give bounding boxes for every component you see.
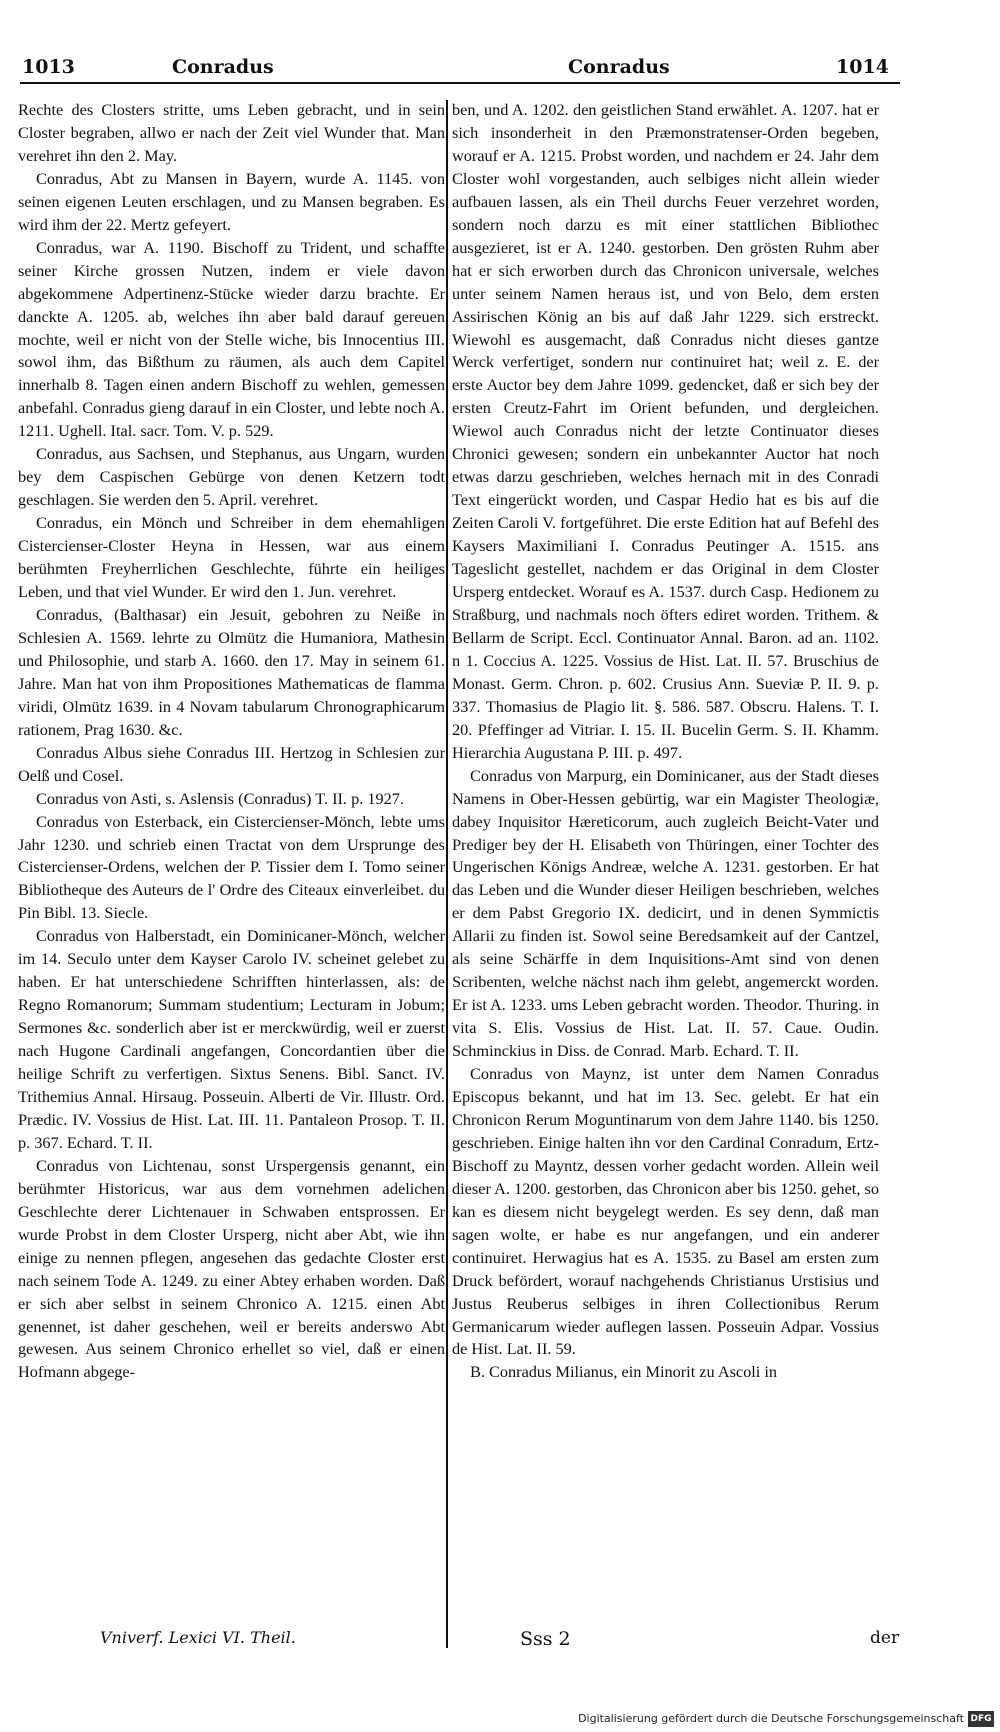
running-title-left: Conradus xyxy=(172,56,274,78)
column-divider xyxy=(446,100,448,1648)
right-column xyxy=(452,99,879,1656)
entry-paragraph: Rechte des Closters stritte, ums Leben gebracht, und in sein Closter begraben, allwo er nach der Zeit viel Wunder that. Man verehret ihn den 2. May. xyxy=(18,100,445,165)
running-title-right: Conradus xyxy=(568,56,670,78)
entry-paragraph: Conradus, war A. 1190. Bischoff zu Trident, und schaffte seiner Kirche grossen Nutzen, indem er viele davon abgekommene Adpertinenz-Stücke wieder darzu brachte. Er danckte A. 1205. ab, welches ihn aber bald darauf gereuen mochte, weil er nicht von der Stelle wiche, bis Innocentius III. sowol ihm, das Bißthum zu räumen, als auch dem Capitel innerhalb 8. Tagen einen andern Bischoff zu wehlen, gemessen anbefahl. Conradus gieng darauf in ein Closter, und lebte noch A. 1211. Ughell. Ital. sacr. Tom. V. p. 529. xyxy=(18,237,445,441)
digitization-footer xyxy=(0,1708,1000,1732)
signature-line: Vniverf. Lexici VI. Theil. xyxy=(100,1628,296,1647)
entry-paragraph: Conradus, (Balthasar) ein Jesuit, gebohren zu Neiße in Schlesien A. 1569. lehrte zu Olmütz die Humaniora, Mathesin und Philosophie, und starb A. 1660. den 17. May in seinem 61. Jahre. Man hat von ihm Propositiones Mathematicas de flamma viridi, Olmütz 1639. in 4 Novam tabularum Chronographicarum rationem, Prag 1630. &c. xyxy=(18,604,445,739)
entry-paragraph: Conradus von Lichtenau, sonst Urspergensis genannt, ein berühmter Historicus, war aus dem vornehmen adelichen Geschlechte derer Lichtenauer in Schwaben entsprossen. Er wurde Probst in dem Closter Ursperg, nicht aber Abt, wie ihn einige zu nennen pflegen, angesehen das gedachte Closter erst nach seinem Tode A. 1249. zu einer Abtey erhaben worden. Daß er sich aber selbst in seinem Chronico A. 1215. einen Abt genennet, ist daher geschehen, weil er bereits anderswo Abt gewesen. Aus seinem Chronico erhellet so viel, daß er einen Hofmann abgege- xyxy=(18,1155,445,1382)
catchword: der xyxy=(870,1628,900,1648)
page-number-left: 1013 xyxy=(22,56,75,78)
entry-paragraph: Conradus Albus siehe Conradus III. Hertzog in Schlesien zur Oelß und Cosel. xyxy=(18,742,445,785)
entry-paragraph: Conradus von Maynz, ist unter dem Namen Conradus Episcopus bekannt, und hat im 13. Sec. gelebt. Er hat ein Chronicon Rerum Moguntinarum von dem Jahre 1140. bis 1250. geschrieben. Einige halten ihn vor den Cardinal Conradum, Ertz-Bischoff zu Mayntz, dessen vorher gedacht worden. Allein weil dieser A. 1200. gestorben, das Chronicon aber bis 1250. gehet, so kan es diesem nicht beygelegt werden. Es sey denn, daß man sagen wolte, er habe es nur angefangen, und ein anderer continuiret. Herwagius hat es A. 1535. zu Basel am ersten zum Druck befördert, worauf nachgehends Christianus Urstisius und Justus Reuberus selbiges in ihren Collectionibus Rerum Germanicarum wieder auflegen lassen. Posseuin Adpar. Vossius de Hist. Lat. II. 59. xyxy=(452,1064,879,1359)
page-number-right: 1014 xyxy=(836,56,889,78)
entry-paragraph: Conradus, aus Sachsen, und Stephanus, aus Ungarn, wurden bey dem Caspischen Gebürge von denen Ketzern todt geschlagen. Sie werden den 5. April. verehret. xyxy=(18,444,445,510)
digitization-credit: Digitalisierung gefördert durch die Deutsche Forschungsgemeinschaft xyxy=(578,1712,964,1725)
left-column xyxy=(18,99,445,1656)
entry-paragraph: Conradus von Esterback, ein Cistercienser-Mönch, lebte ums Jahr 1230. und schrieb einen Tractat von dem Ursprunge des Cistercienser-Ordens, welchen der P. Tissier dem I. Tomo seiner Bibliotheque des Auteurs de l' Ordre des Citeaux einverleibet. du Pin Bibl. 13. Siecle. xyxy=(18,811,445,923)
entry-paragraph: Conradus von Halberstadt, ein Dominicaner-Mönch, welcher im 14. Seculo unter dem Kayser Carolo IV. scheinet gelebet zu haben. Er hat unterschiedene Schrifften hinterlassen, als: de Regno Romanorum; Summam studentium; Lecturam in Jobum; Sermones &c. sonderlich aber ist er merckwürdig, weil er zuerst nach Hugone Cardinali angefangen, Concordantien über die heilige Schrift zu verfertigen. Sixtus Senens. Bibl. Sanct. IV. Trithemius Annal. Hirsaug. Posseuin. Alberti de Vir. Illustr. Ord. Prædic. IV. Vossius de Hist. Lat. III. 11. Pantaleon Prosop. T. II. p. 367. Echard. T. II. xyxy=(18,926,445,1152)
entry-paragraph: Conradus, Abt zu Mansen in Bayern, wurde A. 1145. von seinen eigenen Leuten erschlagen, und zu Mansen begraben. Es wird ihm der 22. Mertz gefeyert. xyxy=(18,168,445,234)
entry-paragraph: Conradus, ein Mönch und Schreiber in dem ehemahligen Cistercienser-Closter Heyna in Hessen, war aus einem berühmten Freyherrlichen Geschlechte, führte ein heiliges Leben, und that viel Wunder. Er wird den 1. Jun. verehret. xyxy=(18,513,445,602)
header-rule xyxy=(20,82,900,84)
dfg-logo: DFG xyxy=(968,1711,994,1727)
entry-paragraph: Conradus von Asti, s. Aslensis (Conradus) T. II. p. 1927. xyxy=(36,788,404,808)
catchmark: Sss 2 xyxy=(520,1628,571,1650)
entry-paragraph: B. Conradus Milianus, ein Minorit zu Ascoli in xyxy=(470,1362,778,1382)
entry-paragraph: ben, und A. 1202. den geistlichen Stand erwählet. A. 1207. hat er sich insonderheit in den Præmonstratenser-Orden begeben, worauf er A. 1215. Probst worden, und nachdem er 24. Jahr dem Closter wohl vorgestanden, auch selbiges nicht allein wieder aufbauen lassen, als ein Theil durchs Feuer verzehret worden, sondern noch darzu es mit einer stattlichen Bibliothec ausgezieret, ist er A. 1240. gestorben. Den grösten Ruhm aber hat er sich erworben durch das Chronicon universale, welches unter seinem Namen heraus ist, und von Belo, dem ersten Assirischen König an bis auf daß Jahr 1229. sich erstreckt. Wiewohl es ausgemacht, daß Conradus nicht dieses gantze Werck verfertiget, sondern nur continuiret hat; weil z. E. der erste Auctor bey dem Jahre 1099. gedencket, daß er sich bey der ersten Creutz-Fahrt im Orient befunden, und dergleichen. Wiewol auch Conradus nicht der letzte Continuator dieses Chronici gewesen; sondern ein unbekannter Auctor hat noch etwas darzu geschrieben, welches hernach mit in des Conradi Text eingerückt worden, und Caspar Hedio hat es bis auf die Zeiten Caroli V. fortgeführet. Die erste Edition hat auf Befehl des Kaysers Maximiliani I. Conradus Peutinger A. 1515. ans Tageslicht gestellet, nachdem er das Original in dem Closter Ursperg entdecket. Worauf es A. 1537. durch Casp. Hedionem zu Straßburg, und nachmals noch öfters ediret worden. Trithem. & Bellarm de Script. Eccl. Continuator Annal. Baron. ad an. 1102. n 1. Coccius A. 1225. Vossius de Hist. Lat. II. 57. Bruschius de Monast. Germ. Chron. p. 602. Crusius Ann. Sueviæ P. II. 9. p. 337. Thomasius de Plagio lit. §. 586. 587. Obscru. Halens. T. I. 20. Pfeffinger ad Vitriar. I. 15. II. Bucelin Germ. S. II. Khamm. Hierarchia Augustana P. III. p. 497. xyxy=(452,100,879,762)
entry-paragraph: Conradus von Marpurg, ein Dominicaner, aus der Stadt dieses Namens in Ober-Hessen gebürtig, war ein Magister Theologiæ, dabey Inquisitor Hæreticorum, auch zugleich Beicht-Vater und Prediger bey der H. Elisabeth von Thüringen, einer Tochter des Ungerischen Königs Andreæ, welche A. 1231. gestorben. Er hat das Leben und die Wunder dieser Heiligen beschrieben, welches er dem Pabst Gregorio IX. dedicirt, und in denen Symmictis Allarii zu finden ist. Sowol seine Beredsamkeit auf der Cantzel, als seine Schärffe in dem Inquisitions-Amt sind von denen Scribenten, welche nächst nach ihm gelebt, angemerckt worden. Er ist A. 1233. ums Leben gebracht worden. Theodor. Thuring. in vita S. Elis. Vossius de Hist. Lat. II. 57. Caue. Oudin. Schminckius in Diss. de Conrad. Marb. Echard. T. II. xyxy=(452,765,879,1061)
